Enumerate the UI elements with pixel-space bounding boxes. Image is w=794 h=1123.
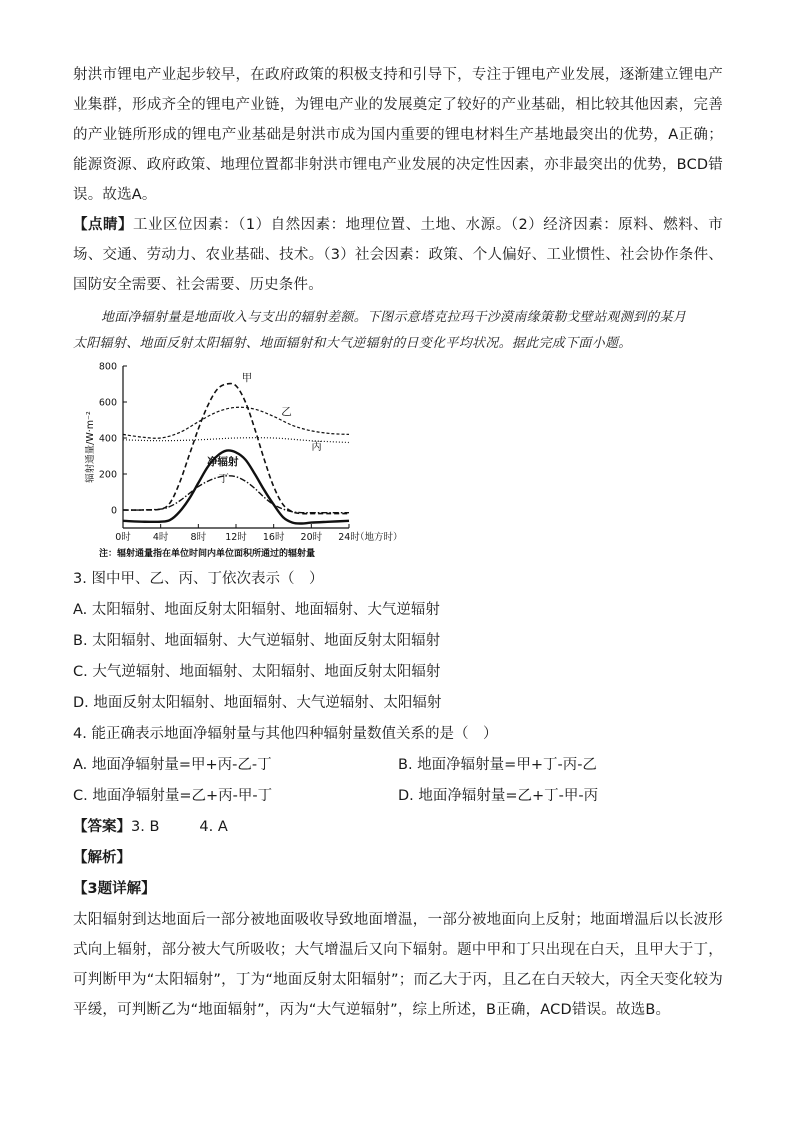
x-tick-label: 16时 [262,532,285,543]
q3-option-b: B. 太阳辐射、地面辐射、大气逆辐射、地面反射太阳辐射 [73,633,441,649]
document-page [73,60,723,1025]
q4-option-b: B. 地面净辐射量=甲+丁-丙-乙 [398,757,597,773]
y-tick-label: 200 [98,469,117,481]
intro-line-2: 太阳辐射、地面反射太阳辐射、地面辐射和大气逆辐射的日变化平均状况。据此完成下面小题。 [73,336,632,351]
note-text: 工业区位因素：（1）自然因素：地理位置、土地、水源。（2）经济因素：原料、燃料、市场、交通、劳动力、农业基础、技术。（3）社会因素：政策、个人偏好、工业惯性、社会协作条件、国防安全需要、社会需要、历史条件。 [73,217,723,293]
q3-option-c: C. 大气逆辐射、地面辐射、太阳辐射、地面反射太阳辐射 [73,664,441,680]
chart-footnote: 注：辐射通量指在单位时间内单位面积所通过的辐射量 [99,549,316,559]
paragraph-explanation: 射洪市锂电产业起步较早，在政府政策的积极支持和引导下，专注于锂电产业发展，逐渐建立锂电产业集群，形成齐全的锂电产业链，为锂电产业的发展奠定了较好的产业基础，相比较其他因素，完善的产业链所形成的锂电产业基础是射洪市成为国内重要的锂电材料生产基地最突出的优势，A正确；能源资源、政府政策、地理位置都非射洪市锂电产业发展的决定性因素，亦非最突出的优势，BCD错误。故选A。 [73,67,723,203]
y-tick-label: 400 [98,433,117,445]
x-axis-label: （地方时） [355,532,403,543]
series-line-1 [123,407,349,438]
note-title: 【点睛】 [73,217,134,233]
series-line-4 [123,476,349,513]
answer-4: 4. A [199,819,228,835]
y-tick-label: 0 [110,505,117,517]
note-paragraph [73,210,723,300]
answer-3: 3. B [131,819,160,835]
series-label-2: 丙 [311,440,322,453]
q4-option-a: A. 地面净辐射量=甲+丙-乙-丁 [73,757,272,773]
series-label-0: 甲 [241,371,253,384]
detail-tag: 【3题详解】 [73,881,156,897]
series-label-4: 丁 [218,472,230,485]
y-axis-label: 辐射通量/W·m⁻² [85,411,96,483]
q3-stem: 3. 图中甲、乙、丙、丁依次表示（ ） [73,571,324,587]
radiation-chart [79,360,419,560]
series-label-1: 乙 [281,405,292,418]
x-tick-label: 24时 [338,532,360,543]
y-tick-label: 600 [98,397,117,409]
answer-tag: 【答案】 [73,819,131,835]
detail-text: 太阳辐射到达地面后一部分被地面吸收导致地面增温，一部分被地面向上反射；地面增温后以长波形式向上辐射，部分被大气所吸收；大气增温后又向下辐射。题中甲和丁只出现在白天，且甲大于丁，可判断甲为“太阳辐射”，丁为“地面反射太阳辐射”；而乙大于丙，且乙在白天较大，丙全天变化较为平缓，可判断乙为“地面辐射”，丙为“大气逆辐射”，综上所述，B正确，ACD错误。故选B。 [73,912,723,1018]
q3-option-a: A. 太阳辐射、地面反射太阳辐射、地面辐射、大气逆辐射 [73,602,440,618]
radiation-chart-svg [79,360,419,560]
analysis-tag: 【解析】 [73,850,131,866]
q3-option-d: D. 地面反射太阳辐射、地面辐射、大气逆辐射、太阳辐射 [73,695,442,711]
x-tick-label: 0时 [115,532,131,543]
answer-line [73,812,723,843]
y-tick-label: 800 [98,361,117,373]
x-tick-label: 4时 [152,532,169,543]
intro-line-1: 地面净辐射量是地面收入与支出的辐射差额。下图示意塔克拉玛干沙漠南缘策勒戈壁站观测到的某月 [101,310,687,325]
x-tick-label: 20时 [300,532,323,543]
series-label-3: 净辐射 [207,456,239,468]
q4-options-row-1 [73,750,723,781]
q4-option-c: C. 地面净辐射量=乙+丙-甲-丁 [73,788,273,804]
x-tick-label: 12时 [225,532,247,543]
q4-option-d: D. 地面净辐射量=乙+丁-甲-丙 [398,788,599,804]
q4-options-row-2 [73,781,723,812]
q4-stem: 4. 能正确表示地面净辐射量与其他四种辐射量数值关系的是（ ） [73,726,498,742]
x-tick-label: 8时 [190,532,207,543]
